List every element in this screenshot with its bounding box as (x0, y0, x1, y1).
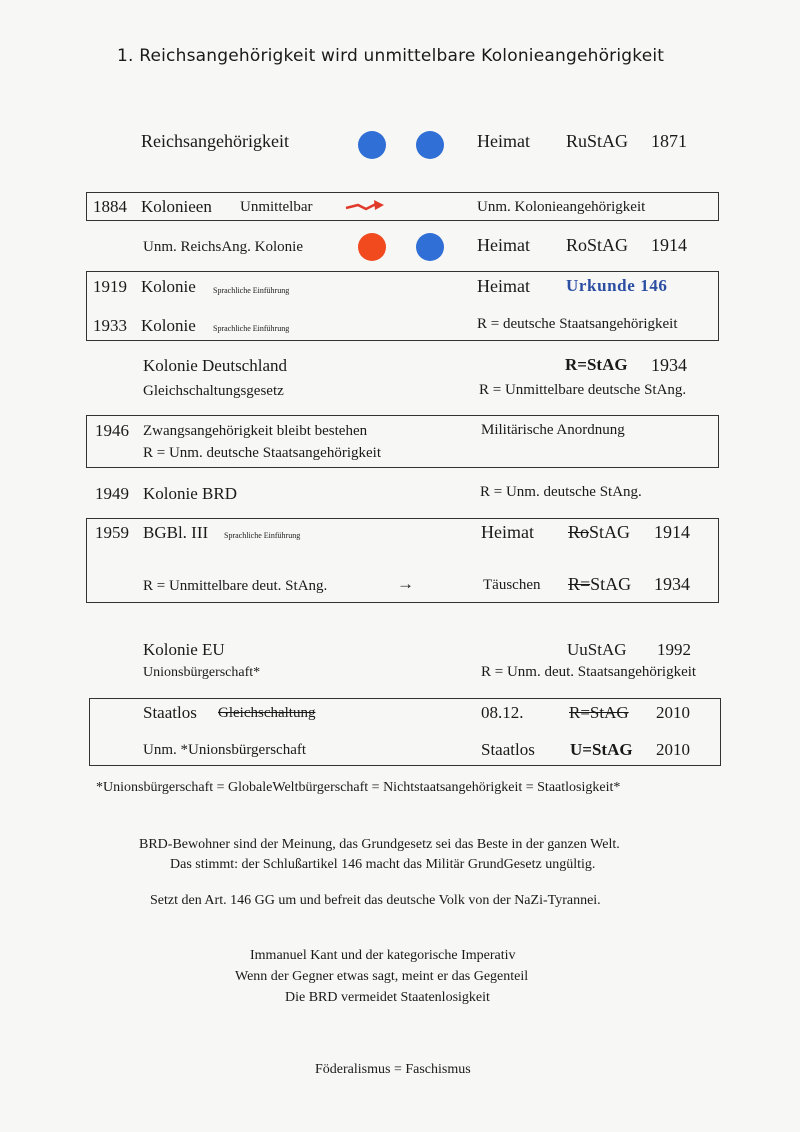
year-label: 2010 (656, 703, 690, 722)
year-label: 2010 (656, 740, 690, 759)
heimat-label: Heimat (477, 276, 530, 296)
gleichschaltungsgesetz-label: Gleichschaltungsgesetz (143, 383, 284, 399)
act-label: RoStAG (566, 235, 629, 255)
year-label: 1992 (657, 640, 691, 659)
year-label: 1934 (654, 574, 690, 594)
zwangsangehoerigkeit-label: Zwangsangehörigkeit bleibt bestehen (143, 423, 368, 439)
year-label: 1934 (651, 355, 687, 375)
year-label: 1871 (651, 131, 687, 151)
staatlos-label: Staatlos (481, 740, 535, 759)
unmittelbare-deut-stang-label: R = Unmittelbare deut. StAng. (143, 578, 328, 594)
blue-circle-icon (416, 131, 444, 159)
blue-circle-icon (358, 131, 386, 159)
year-label: 1914 (651, 235, 687, 255)
kolonie-eu-label: Kolonie EU (143, 640, 225, 659)
page-title: 1. Reichsangehörigkeit wird unmittelbare Kolonieangehörigkeit (117, 46, 665, 66)
kant-line: Wenn der Gegner etwas sagt, meint er das Gegenteil (235, 969, 529, 984)
kolonie-label: Kolonie (141, 316, 196, 335)
kant-line: Die BRD vermeidet Staatenlosigkeit (285, 990, 490, 1005)
kant-line: Immanuel Kant und der kategorische Imperativ (250, 948, 516, 963)
year-label: 1933 (93, 316, 127, 335)
year-label: 1949 (95, 484, 129, 503)
year-label: 1946 (95, 421, 129, 440)
red-arrow-icon (344, 198, 388, 214)
gleichschaltung-struck-label: Gleichschaltung (218, 705, 316, 721)
staatlos-label: Staatlos (143, 703, 197, 722)
unm-deutsche-stang-label: R = Unm. deutsche StAng. (480, 484, 642, 500)
year-label: 1919 (93, 277, 127, 296)
unm-deut-staatsangehoerigkeit-label: R = Unm. deut. Staatsangehörigkeit (481, 664, 697, 680)
date-label: 08.12. (481, 703, 524, 722)
unm-reichsang-label: Unm. ReichsAng. Kolonie (143, 239, 303, 255)
bgbl-label: BGBl. III (143, 523, 209, 542)
unionsbuergerschaft-label: Unionsbürgerschaft* (143, 665, 261, 680)
taeuschen-label: Täuschen (483, 577, 541, 593)
right-arrow-icon: → (397, 574, 414, 593)
kolonieen-label: Kolonieen (141, 197, 212, 216)
reichsangehoerigkeit-label: Reichsangehörigkeit (141, 131, 289, 151)
act-label: RuStAG (566, 131, 629, 151)
unm-unionsbuergerschaft-label: Unm. *Unionsbürgerschaft (143, 742, 307, 758)
year-label: 1959 (95, 523, 129, 542)
year-label: 1914 (654, 522, 690, 542)
heimat-label: Heimat (477, 131, 530, 151)
unmittelbare-stang-label: R = Unmittelbare deutsche StAng. (479, 382, 687, 398)
heimat-label: Heimat (477, 235, 530, 255)
unm-deutsche-staatsangehoerigkeit-label: R = Unm. deutsche Staatsangehörigkeit (143, 445, 381, 461)
sprachliche-einfuehrung-label: Sprachliche Einführung (224, 531, 301, 540)
final-line: Föderalismus = Faschismus (315, 1062, 471, 1077)
year-label: 1884 (93, 197, 127, 216)
ustag-label: U=StAG (570, 740, 633, 759)
urkunde-146-label: Urkunde 146 (566, 276, 668, 295)
paragraph-line: Das stimmt: der Schlußartikel 146 macht das Militär GrundGesetz ungültig. (170, 857, 596, 872)
unmittelbar-label: Unmittelbar (240, 199, 313, 215)
paragraph-line: BRD-Bewohner sind der Meinung, das Grundgesetz sei das Beste in der ganzen Welt. (139, 837, 620, 852)
sprachliche-einfuehrung-label: Sprachliche Einführung (213, 286, 290, 295)
deutsche-staatsangehoerigkeit-label: R = deutsche Staatsangehörigkeit (477, 316, 678, 332)
rstag-label: R=StAG (565, 355, 628, 374)
militaerische-anordnung-label: Militärische Anordnung (481, 422, 625, 438)
rstag-struck-label: R=StAG (568, 574, 632, 594)
kolonie-label: Kolonie (141, 277, 196, 296)
kolonieangehoerigkeit-label: Unm. Kolonieangehörigkeit (477, 199, 646, 215)
heimat-label: Heimat (481, 522, 534, 542)
footnote: *Unionsbürgerschaft = GlobaleWeltbürgerschaft = Nichtstaatsangehörigkeit = Staatlosigkeit* (96, 780, 621, 795)
red-circle-icon (358, 233, 386, 261)
rostag-struck-label: RoStAG (568, 522, 631, 542)
kolonie-deutschland-label: Kolonie Deutschland (143, 356, 287, 375)
sprachliche-einfuehrung-label: Sprachliche Einführung (213, 324, 290, 333)
rstag-struck-label: R=StAG (569, 703, 629, 722)
paragraph-line: Setzt den Art. 146 GG um und befreit das deutsche Volk von der NaZi-Tyrannei. (150, 893, 601, 908)
uustag-label: UuStAG (567, 640, 627, 659)
blue-circle-icon (416, 233, 444, 261)
kolonie-brd-label: Kolonie BRD (143, 484, 237, 503)
